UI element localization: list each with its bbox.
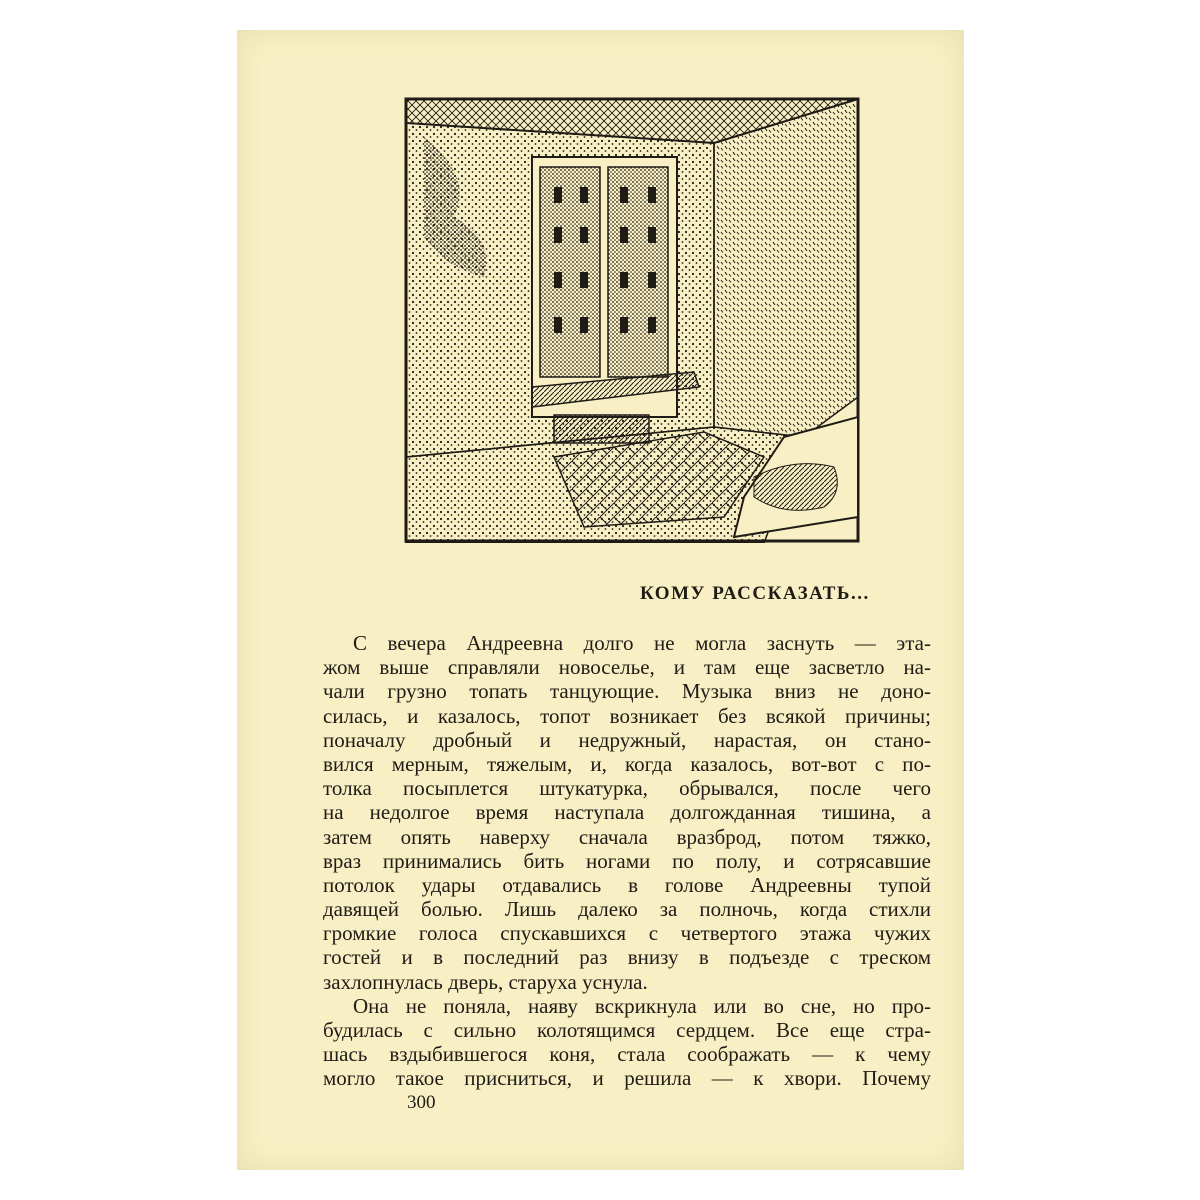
text-line: вился мерным, тяжелым, и, когда казалось, вот-вот с по- xyxy=(323,751,931,776)
text-line: громкие голоса спускавшихся с четвертого этажа чужих xyxy=(323,921,931,946)
text-line: потолок удары отдавались в голове Андреевны тупой xyxy=(323,872,931,897)
text-line: С вечера Андреевна долго не могла заснуть — эта- xyxy=(353,631,931,655)
text-line: могло такое присниться, и решила — к хвори. Почему xyxy=(323,1066,931,1091)
text-line: Она не поняла, наяву вскрикнула или во сне, но про- xyxy=(353,993,931,1018)
text-line: захлопнулась дверь, старуха уснула. xyxy=(323,969,648,994)
text-line: поначалу дробный и недружный, нарастая, он стано- xyxy=(323,727,931,752)
text-line: жом выше справляли новоселье, и там еще засветло на- xyxy=(323,655,931,680)
text-line: давящей болью. Лишь далеко за полночь, когда стихли xyxy=(323,897,931,922)
text-line: гостей и в последний раз внизу в подъезде с треском xyxy=(323,945,931,970)
text-line: шась вздыбившегося коня, стала соображать — к чему xyxy=(323,1042,931,1067)
text-line: толка посыплется штукатурка, обрывался, после чего xyxy=(323,776,931,801)
page-number: 300 xyxy=(407,1092,436,1113)
text-line: чали грузно топать танцующие. Музыка вниз не доно- xyxy=(323,679,931,704)
text-line: силась, и казалось, топот возникает без всякой причины; xyxy=(323,703,931,728)
room-illustration xyxy=(404,97,860,543)
text-line: на недолгое время наступала долгожданная тишина, а xyxy=(323,800,931,825)
room-engraving xyxy=(404,97,860,543)
chapter-title: КОМУ РАССКАЗАТЬ... xyxy=(640,583,870,604)
text-line: будилась с сильно колотящимся сердцем. Все еще стра- xyxy=(323,1018,931,1042)
body-text xyxy=(323,631,931,1091)
text-line: враз принимались бить ногами по полу, и сотрясавшие xyxy=(323,848,931,873)
text-line: затем опять наверху сначала вразброд, потом тяжко, xyxy=(323,824,931,849)
book-page xyxy=(237,30,964,1170)
